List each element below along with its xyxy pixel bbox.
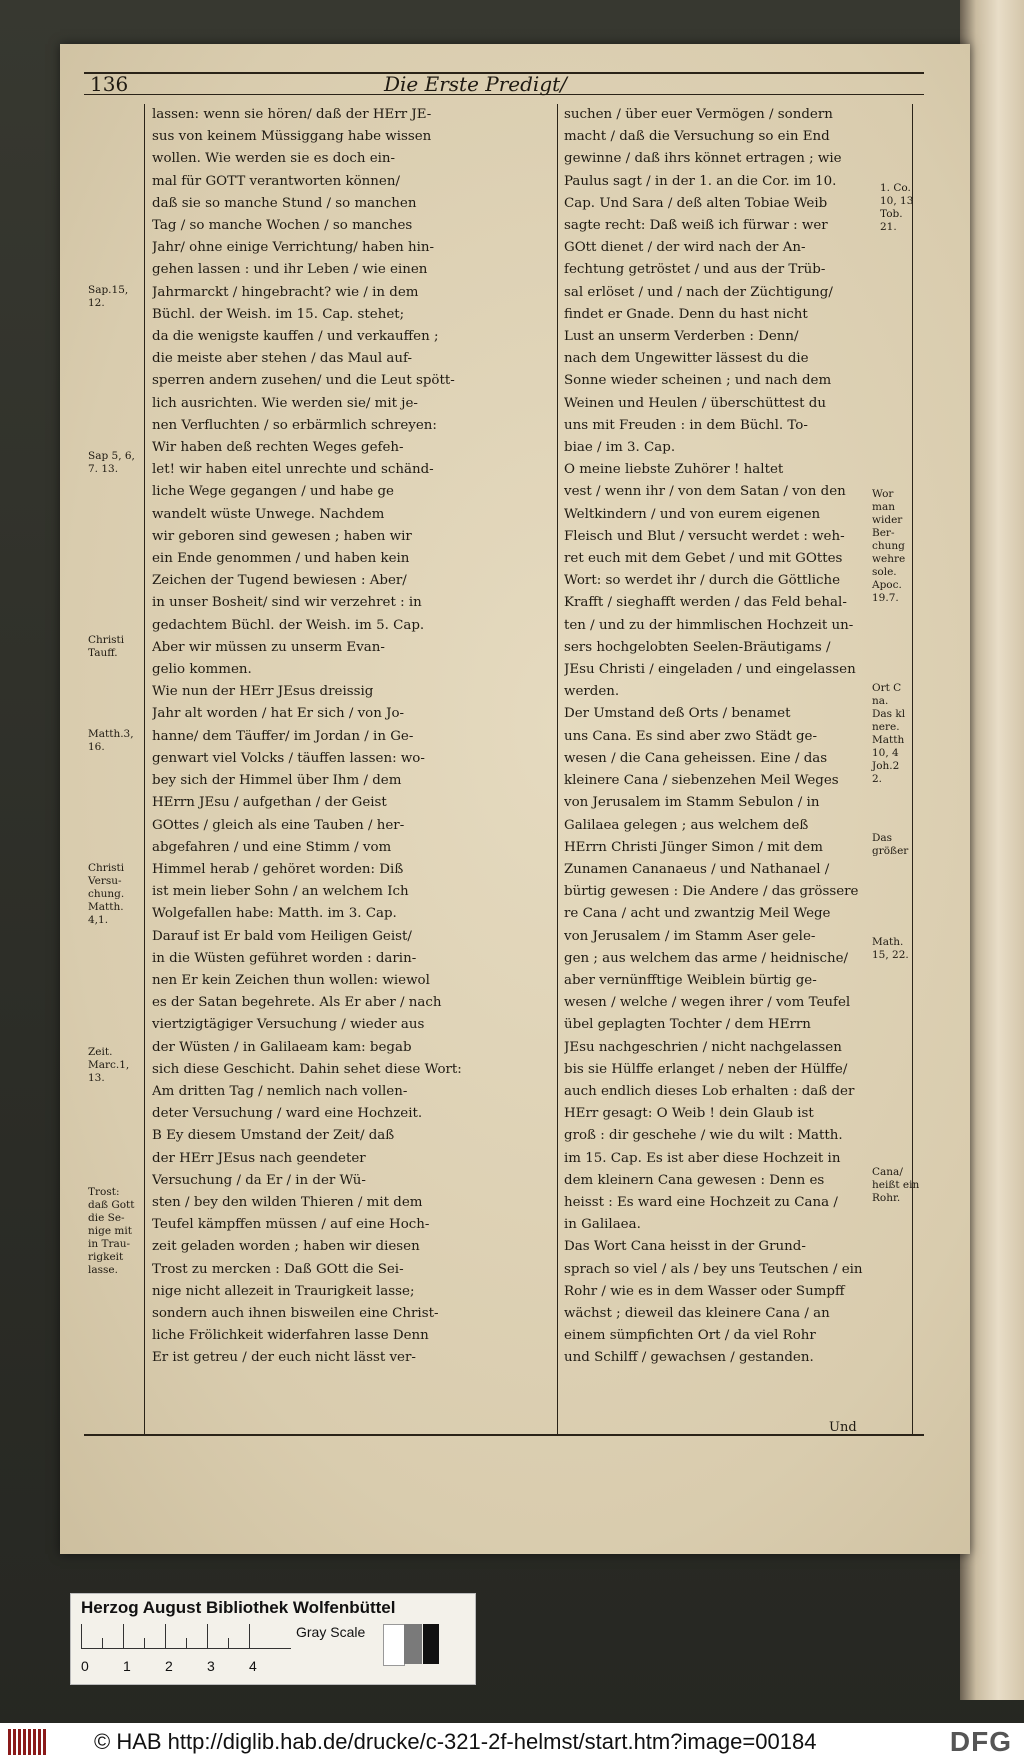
text-line: Aber wir müssen zu unserm Evan- (152, 639, 385, 655)
text-line: gedachtem Büchl. der Weish. im 5. Cap. (152, 617, 425, 633)
text-line: Fleisch und Blut / versucht werdet : weh- (564, 528, 845, 544)
column-divider (557, 104, 558, 1434)
catchword: Und (829, 1420, 857, 1435)
text-line: sus von keinem Müssiggang habe wissen (152, 129, 432, 145)
text-line: sprach so viel / als / bey uns Teutschen / ein (564, 1261, 863, 1277)
ruler-tick (228, 1638, 229, 1648)
margin-note-wor: Wor man wider Ber- chung wehre sole. Apoc. 19.7. (872, 488, 906, 604)
text-line: von Jerusalem / im Stamm Aser gele- (564, 928, 816, 944)
ruler-tick (207, 1624, 208, 1648)
text-line: HErr gesagt: O Weib ! dein Glaub ist (564, 1106, 814, 1122)
text-line: groß : dir geschehe / wie du wilt : Matth. (564, 1128, 843, 1144)
footer-bar (0, 1723, 1024, 1761)
text-line: es der Satan begehrete. Als Er aber / nach (152, 995, 442, 1011)
text-line: gehen lassen : und ihr Leben / wie einen (152, 262, 428, 278)
text-line: daß sie so manche Stund / so manchen (152, 195, 417, 211)
text-line: Himmel herab / gehöret worden: Diß (152, 861, 404, 877)
text-line: heisst : Es ward eine Hochzeit zu Cana / (564, 1194, 838, 1210)
text-line: aber vernünfftige Weiblein bürtig ge- (564, 972, 817, 988)
text-line: Der Umstand deß Orts / benamet (564, 706, 791, 722)
text-line: hanne/ dem Täuffer/ im Jordan / in Ge- (152, 728, 414, 744)
library-card (70, 1593, 476, 1685)
text-line: gen ; aus welchem das arme / heidnische/ (564, 950, 849, 966)
margin-note-ort: Ort C na. Das kl nere. Matth 10, 4 Joh.2 2. (872, 682, 906, 785)
running-head: Die Erste Predigt/ (384, 72, 567, 96)
text-line: Paulus sagt / in der 1. an die Cor. im 10. (564, 173, 837, 189)
ruler-tick (102, 1638, 103, 1648)
text-line: Wolgefallen habe: Matth. im 3. Cap. (152, 906, 397, 922)
text-line: vest / wenn ihr / von dem Satan / von den (564, 484, 846, 500)
text-line: nen Er kein Zeichen thun wollen: wiewol (152, 972, 430, 988)
text-line: werden. (564, 684, 620, 700)
ruler-tick (81, 1624, 82, 1648)
text-line: Lust an unserm Verderben : Denn/ (564, 329, 799, 345)
text-line: Jahrmarckt / hingebracht? wie / in dem (152, 284, 419, 300)
text-line: ist mein lieber Sohn / an welchem Ich (152, 884, 409, 900)
text-line: kleinere Cana / siebenzehen Meil Weges (564, 773, 839, 789)
gray-scale-label: Gray Scale (296, 1624, 366, 1640)
text-line: Trost zu mercken : Daß GOtt die Sei- (152, 1261, 404, 1277)
ruler-tick (249, 1624, 250, 1648)
text-line: fechtung getröstet / und aus der Trüb- (564, 262, 826, 278)
ruler-tick (165, 1624, 166, 1648)
ruler-label: 2 (165, 1658, 173, 1674)
text-line: liche Frölichkeit widerfahren lasse Denn (152, 1328, 429, 1344)
text-line: Darauf ist Er bald vom Heiligen Geist/ (152, 928, 412, 944)
text-line: im 15. Cap. Es ist aber diese Hochzeit in (564, 1150, 841, 1166)
text-line: O meine liebste Zuhörer ! haltet (564, 462, 784, 478)
text-line: wollen. Wie werden sie es doch ein- (152, 151, 396, 167)
ruler-label: 0 (81, 1658, 89, 1674)
text-line: wir geboren sind gewesen ; haben wir (152, 528, 412, 544)
text-line: Wort: so werdet ihr / durch die Göttliche (564, 573, 841, 589)
text-line: Am dritten Tag / nemlich nach vollen- (152, 1083, 408, 1099)
text-line: in die Wüsten geführet worden : darin- (152, 950, 417, 966)
ruler-tick (144, 1638, 145, 1648)
text-line: Jahr/ ohne einige Verrichtung/ haben hin- (152, 240, 435, 256)
page-number: 136 (90, 72, 129, 96)
text-line: wesen / die Cana geheissen. Eine / das (564, 750, 828, 766)
source-url[interactable]: © HAB http://diglib.hab.de/drucke/c-321-2f-helmst/start.htm?image=00184 (94, 1729, 817, 1754)
barcode-icon (8, 1729, 48, 1755)
text-line: Rohr / wie es in dem Wasser oder Sumpff (564, 1283, 845, 1299)
text-line: Krafft / sieghafft werden / das Feld behal- (564, 595, 847, 611)
text-line: sagte recht: Daß weiß ich fürwar : wer (564, 218, 828, 234)
text-line: wesen / welche / wegen ihrer / vom Teufel (564, 995, 851, 1011)
text-line: Cap. Und Sara / deß alten Tobiae Weib (564, 195, 828, 211)
margin-note-matth316: Matth.3, 16. (88, 728, 134, 753)
text-line: nige nicht allezeit in Traurigkeit lasse; (152, 1283, 415, 1299)
text-line: auch endlich dieses Lob erhalten : daß der (564, 1083, 855, 1099)
text-line: GOtt dienet / der wird nach der An- (564, 240, 806, 256)
text-line: gewinne / daß ihrs könnet ertragen ; wie (564, 151, 842, 167)
text-line: in Galilaea. (564, 1217, 641, 1233)
text-line: Zunamen Cananaeus / und Nathanael / (564, 861, 830, 877)
text-line: bey sich der Himmel über Ihm / dem (152, 773, 402, 789)
text-line: deter Versuchung / ward eine Hochzeit. (152, 1106, 423, 1122)
text-line: Er ist getreu / der euch nicht lässt ver- (152, 1350, 416, 1366)
text-line: viertzigtägiger Versuchung / wieder aus (152, 1017, 425, 1033)
text-line: Zeichen der Tugend bewiesen : Aber/ (152, 573, 407, 589)
left-text-column (152, 104, 494, 1419)
text-line: genwart viel Volcks / täuffen lassen: wo- (152, 750, 425, 766)
text-line: Weltkindern / und von eurem eigenen (564, 506, 821, 522)
text-line: von Jerusalem im Stamm Sebulon / in (564, 795, 820, 811)
black-swatch (423, 1624, 439, 1664)
text-line: uns Cana. Es sind aber zwo Städt ge- (564, 728, 817, 744)
text-line: let! wir haben eitel unrechte und schänd- (152, 462, 434, 478)
text-line: zeit geladen worden ; haben wir diesen (152, 1239, 420, 1255)
text-line: re Cana / acht und zwantzig Meil Wege (564, 906, 831, 922)
text-line: ten / und zu der himmlischen Hochzeit un- (564, 617, 854, 633)
right-text-column (564, 104, 904, 1419)
text-line: HErrn Christi Jünger Simon / mit dem (564, 839, 823, 855)
text-line: der HErr JEsus nach geendeter (152, 1150, 366, 1166)
text-line: Wie nun der HErr JEsus dreissig (152, 684, 374, 700)
text-line: abgefahren / und eine Stimm / vom (152, 839, 392, 855)
text-line: nach dem Ungewitter lässest du die (564, 351, 809, 367)
text-line: suchen / über euer Vermögen / sondern (564, 107, 833, 122)
text-line: sperren andern zusehen/ und die Leut spött- (152, 373, 455, 389)
text-line: Wir haben deß rechten Weges gefeh- (152, 440, 404, 456)
text-line: sal erlöset / und / nach der Züchtigung/ (564, 284, 833, 300)
text-line: biae / im 3. Cap. (564, 440, 676, 456)
text-line: sten / bey den wilden Thieren / mit dem (152, 1194, 423, 1210)
dfg-logo: DFG (949, 1726, 1012, 1757)
text-line: in unser Bosheit/ sind wir verzehret : in (152, 595, 422, 611)
text-line: einem sümpfichten Ort / da viel Rohr (564, 1328, 816, 1344)
margin-note-sap56: Sap 5, 6, 7. 13. (88, 450, 135, 475)
text-line: bis sie Hülffe erlanget / neben der Hülffe/ (564, 1061, 848, 1077)
ruler-label: 4 (249, 1658, 257, 1674)
text-line: Galilaea gelegen ; aus welchem deß (564, 817, 809, 833)
text-line: bürtig gewesen : Die Andere / das grössere (564, 884, 859, 900)
text-line: Das Wort Cana heisst in der Grund- (564, 1239, 806, 1255)
margin-note-versuchung: Christi Versu- chung. Matth. 4,1. (88, 862, 125, 926)
text-line: Jahr alt worden / hat Er sich / von Jo- (152, 706, 405, 722)
page-frame (84, 72, 924, 1436)
text-line: wächst ; dieweil das kleinere Cana / an (564, 1305, 830, 1321)
text-line: sers hochgelobten Seelen-Bräutigams / (564, 639, 831, 655)
margin-note-cor-tob: 1. Co. 10, 13 Tob. 21. (880, 182, 914, 233)
text-line: HErrn JEsu / aufgethan / der Geist (152, 795, 387, 811)
gray-swatch (404, 1624, 422, 1664)
margin-note-christi-tauff: Christi Tauff. (88, 634, 125, 659)
text-line: sondern auch ihnen bisweilen eine Christ- (152, 1305, 439, 1321)
text-line: da die wenigste kauffen / und verkauffen ; (152, 329, 439, 345)
right-column-rule (912, 104, 913, 1434)
text-line: Teufel kämpffen müssen / auf eine Hoch- (152, 1217, 430, 1233)
ruler-tick (186, 1638, 187, 1648)
text-line: die meiste aber stehen / das Maul auf- (152, 351, 413, 367)
text-line: uns mit Freuden : in dem Büchl. To- (564, 417, 808, 433)
text-line: ret euch mit dem Gebet / und mit GOttes (564, 551, 843, 567)
ruler-tick (123, 1624, 124, 1648)
margin-note-trost: Trost: daß Gott die Se- nige mit in Trau- rigkeit lasse. (88, 1186, 135, 1276)
text-line: lassen: wenn sie hören/ daß der HErr JE- (152, 107, 432, 122)
text-line: ein Ende genommen / und haben kein (152, 551, 410, 567)
text-line: B Ey diesem Umstand der Zeit/ daß (152, 1128, 395, 1144)
text-line: liche Wege gegangen / und habe ge (152, 484, 394, 500)
ruler-label: 3 (207, 1658, 215, 1674)
margin-note-matth1522: Math. 15, 22. (872, 936, 909, 961)
text-line: übel geplagten Tochter / dem HErrn (564, 1017, 811, 1033)
text-line: sich diese Geschicht. Dahin sehet diese Wort: (152, 1061, 462, 1077)
text-line: Tag / so manche Wochen / so manches (152, 218, 413, 234)
margin-note-sap15: Sap.15, 12. (88, 284, 129, 309)
text-line: macht / daß die Versuchung so ein End (564, 129, 830, 145)
margin-note-zeit: Zeit. Marc.1, 13. (88, 1046, 130, 1084)
text-line: nen Verfluchten / so erbärmlich schreyen: (152, 417, 437, 433)
text-line: dem kleinern Cana gewesen : Denn es (564, 1172, 825, 1188)
text-line: findet er Gnade. Denn du hast nicht (564, 306, 808, 322)
library-name: Herzog August Bibliothek Wolfenbüttel (81, 1598, 396, 1617)
text-line: gelio kommen. (152, 662, 252, 678)
text-line: Weinen und Heulen / überschüttest du (564, 395, 826, 411)
text-line: mal für GOTT verantworten können/ (152, 173, 400, 189)
text-line: Sonne wieder scheinen ; und nach dem (564, 373, 832, 389)
text-line: wandelt wüste Unwege. Nachdem (152, 506, 385, 522)
margin-note-cana-rohr: Cana/ heißt ein Rohr. (872, 1166, 920, 1204)
text-line: JEsu Christi / eingeladen / und eingelassen (564, 662, 856, 678)
white-swatch (383, 1624, 405, 1666)
cm-ruler (81, 1624, 291, 1649)
text-line: der Wüsten / in Galilaeam kam: begab (152, 1039, 412, 1055)
ruler-label: 1 (123, 1658, 131, 1674)
text-line: lich ausrichten. Wie werden sie/ mit je- (152, 395, 418, 411)
text-line: Versuchung / da Er / in der Wü- (152, 1172, 366, 1188)
text-line: JEsu nachgeschrien / nicht nachgelassen (564, 1039, 842, 1055)
text-line: und Schilff / gewachsen / gestanden. (564, 1350, 814, 1366)
margin-note-grosser: Das größer (872, 832, 909, 857)
text-line: Büchl. der Weish. im 15. Cap. stehet; (152, 306, 405, 322)
text-line: GOttes / gleich als eine Tauben / her- (152, 817, 405, 833)
